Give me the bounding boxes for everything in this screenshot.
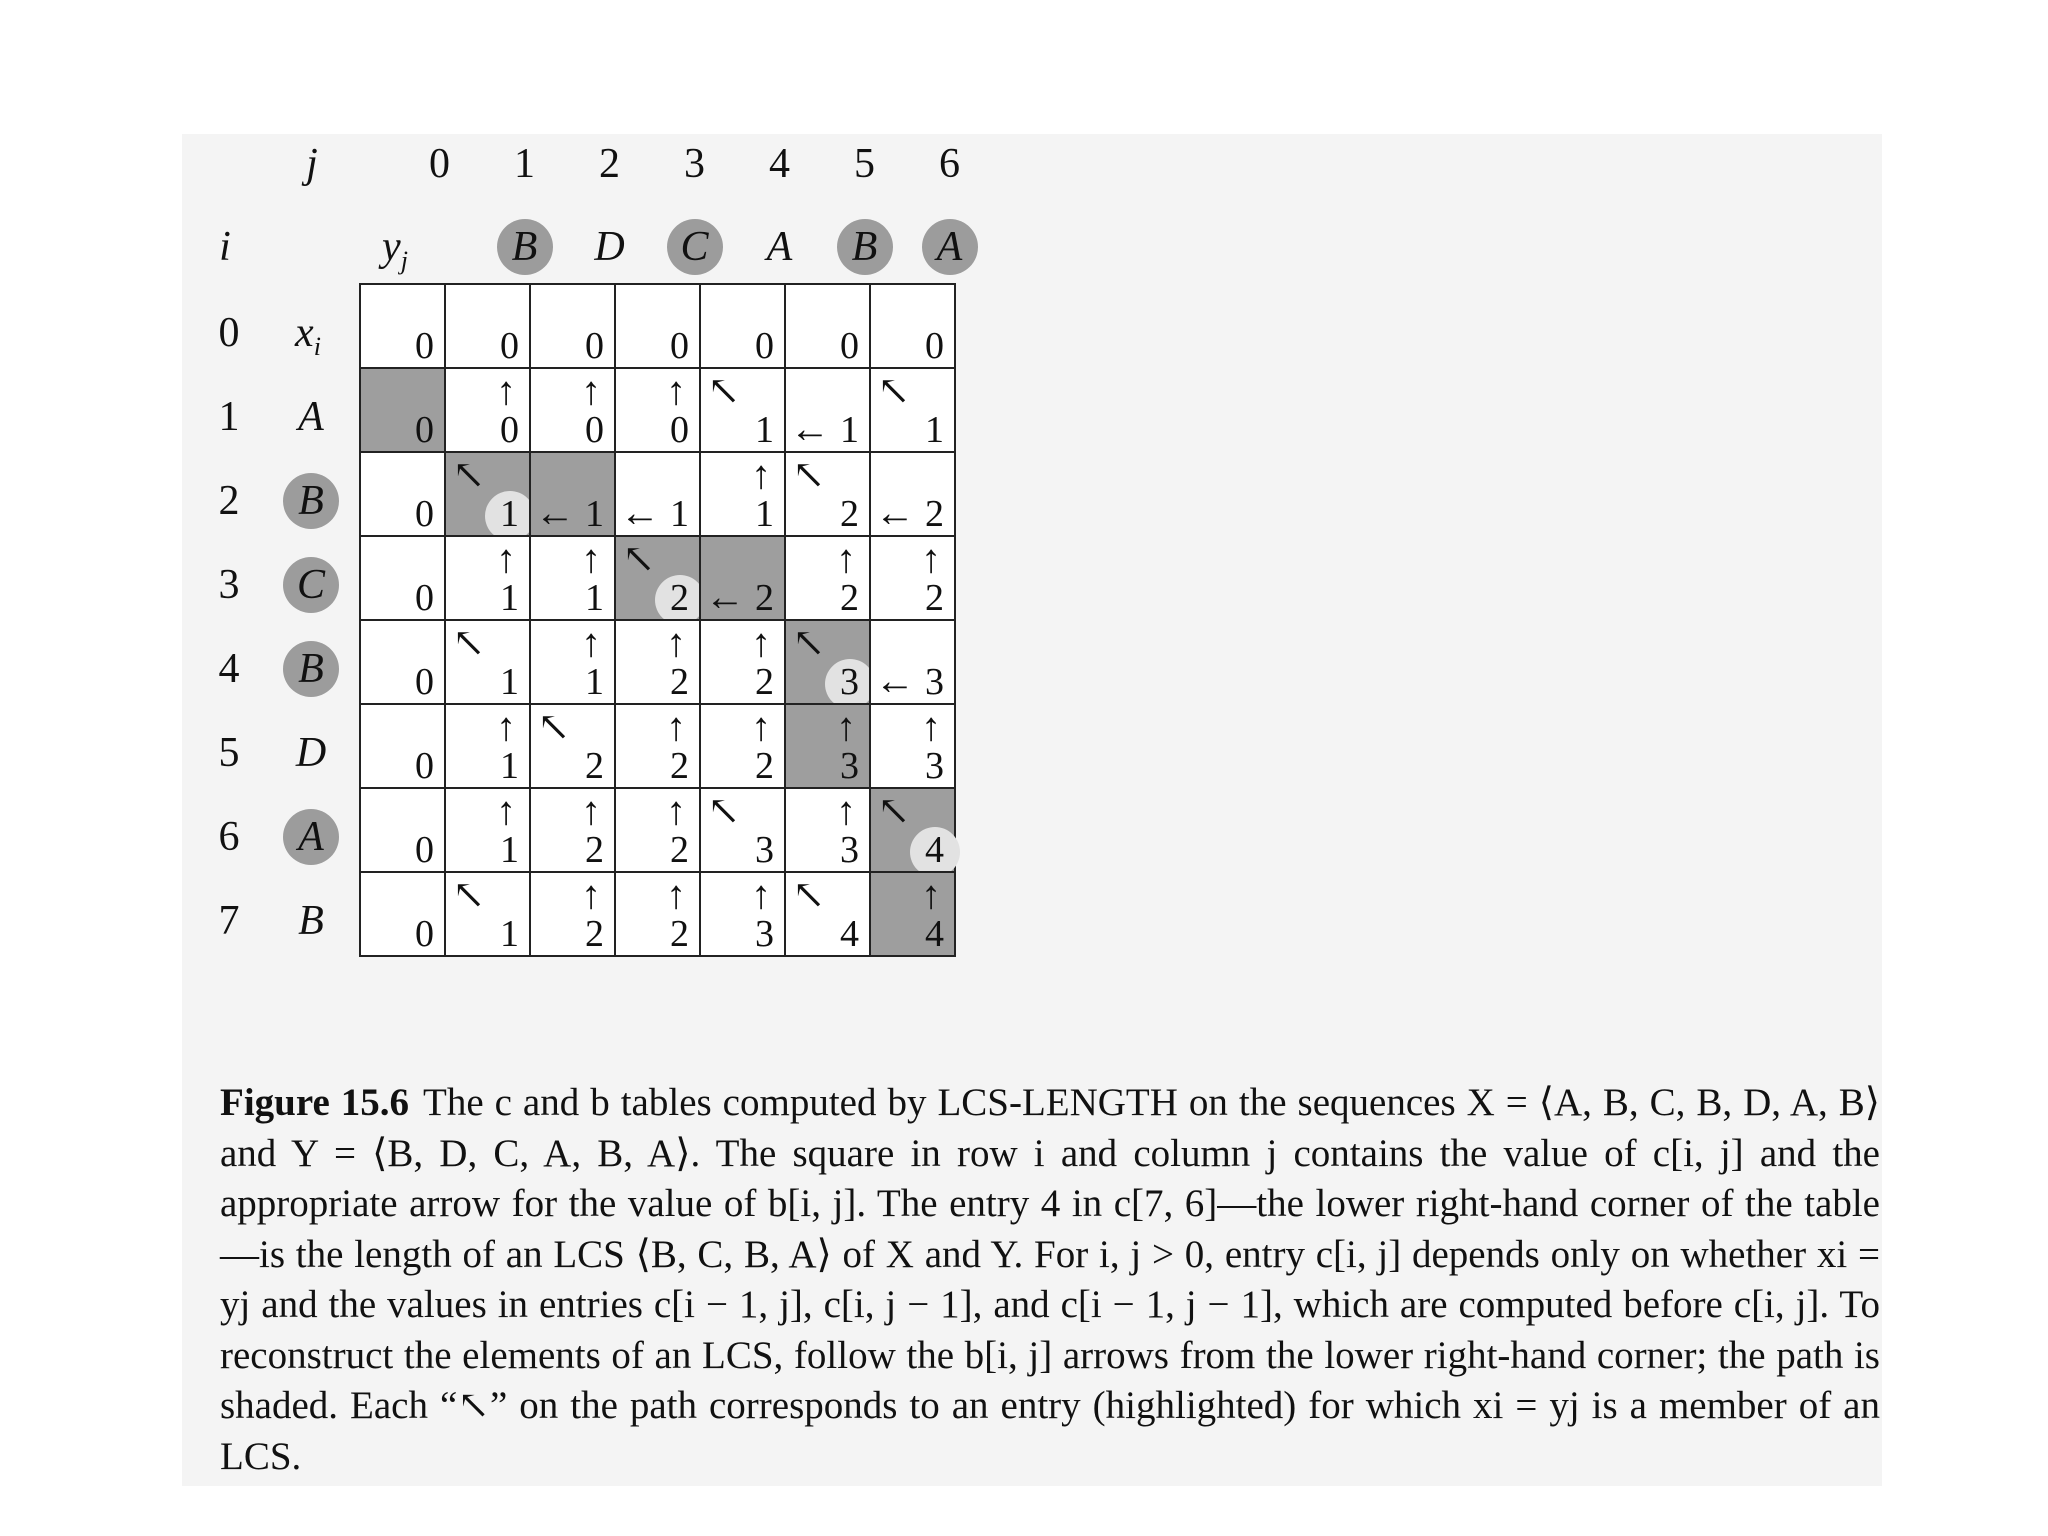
arrow-up-icon: ↑ [751,872,771,917]
table-cell [784,703,871,789]
cell-value: 2 [925,493,944,535]
row-index-6: 6 [218,814,240,860]
table-cell [869,703,956,789]
table-cell [529,283,616,369]
table-cell [869,451,956,537]
cell-value: 2 [755,577,774,619]
arrow-diag-icon: ↖ [792,452,826,497]
cell-value: 1 [585,577,604,619]
cell-value: 1 [500,661,519,703]
table-cell [869,535,956,621]
table-cell [359,535,446,621]
table-cell [784,619,871,705]
table-cell [529,535,616,621]
cell-value: 2 [670,577,689,619]
arrow-diag-icon: ↖ [707,368,741,413]
row-index-5: 5 [218,730,240,776]
arrow-diag-icon: ↖ [537,704,571,749]
cell-value: 4 [840,913,859,955]
arrow-left-icon: ← [875,658,915,703]
arrow-up-icon: ↑ [581,536,601,581]
arrow-up-icon: ↑ [751,452,771,497]
cell-value: 3 [840,829,859,871]
cell-value: 1 [585,661,604,703]
arrow-up-icon: ↑ [581,788,601,833]
col-index-1: 1 [514,141,535,187]
arrow-left-icon: ← [790,406,830,451]
col-index-0: 0 [429,141,450,187]
arrow-up-icon: ↑ [581,368,601,413]
arrow-left-icon: ← [620,490,660,535]
y-letter-1: B [511,224,538,270]
row-index-7: 7 [218,898,240,944]
cell-value: 1 [840,409,859,451]
table-cell [784,787,871,873]
table-cell [614,535,701,621]
cell-value: 3 [755,913,774,955]
cell-value: 0 [840,325,859,367]
arrow-diag-icon: ↖ [877,368,911,413]
cell-value: 2 [585,913,604,955]
cell-value: 1 [500,745,519,787]
arrow-left-icon: ← [705,574,745,619]
table-cell [529,787,616,873]
arrow-up-icon: ↑ [496,704,516,749]
table-cell [869,367,956,453]
cell-value: 1 [500,829,519,871]
cell-value: 0 [415,577,434,619]
table-cell [444,451,531,537]
cell-value: 2 [925,577,944,619]
cell-value: 1 [925,409,944,451]
cell-value: 1 [670,493,689,535]
table-cell [869,619,956,705]
cell-value: 0 [415,913,434,955]
table-cell [359,787,446,873]
table-cell [699,283,786,369]
arrow-diag-icon: ↖ [622,536,656,581]
caption-label: Figure 15.6 [220,1081,410,1124]
table-cell [444,871,531,957]
cell-value: 0 [500,409,519,451]
arrow-up-icon: ↑ [666,704,686,749]
arrow-left-icon: ← [875,490,915,535]
table-cell [529,703,616,789]
cell-value: 2 [840,493,859,535]
y-label-base: y [382,223,401,270]
table-cell [699,451,786,537]
y-letter-5: B [851,224,878,270]
cell-value: 1 [585,493,604,535]
table-cell [444,703,531,789]
col-index-2: 2 [599,141,620,187]
cell-value: 0 [415,325,434,367]
table-cell [869,871,956,957]
table-cell [614,619,701,705]
arrow-up-icon: ↑ [666,788,686,833]
cell-value: 0 [585,409,604,451]
y-letter-3: C [680,224,709,270]
table-cell [699,703,786,789]
arrow-diag-icon: ↖ [707,788,741,833]
cell-value: 2 [670,913,689,955]
cell-value: 0 [415,409,434,451]
cell-value: 0 [415,493,434,535]
table-cell [529,367,616,453]
col-index-6: 6 [939,141,960,187]
cell-value: 3 [925,745,944,787]
arrow-up-icon: ↑ [581,872,601,917]
table-cell [359,283,446,369]
cell-value: 1 [500,913,519,955]
arrow-up-icon: ↑ [666,872,686,917]
table-cell [614,787,701,873]
cell-value: 2 [670,745,689,787]
table-cell [359,703,446,789]
row-index-1: 1 [218,394,240,440]
table-cell [784,535,871,621]
y-letter-6: A [936,224,963,270]
table-cell [869,787,956,873]
y-letter-2: D [594,224,625,270]
x-letter-6: A [298,814,324,860]
arrow-diag-icon: ↖ [792,620,826,665]
arrow-up-icon: ↑ [836,536,856,581]
table-cell [444,535,531,621]
caption-text: The c and b tables computed by LCS-LENGTH on the sequences X = ⟨A, B, C, B, D, A, B⟩ and Y = ⟨B, D, C, A, B, A⟩. The square in row i and column j contains the value of c[i, j] and the appropriate arrow for the value of b[i, j]. The entry 4 in c[7, 6]—the lower right-hand corner of the table—is the length of an LCS ⟨B, C, B, A⟩ of X and Y. For i, j > 0, entry c[i, j] depends only on whether xi = yj and the values in entries c[i − 1, j], c[i, j − 1], and c[i − 1, j − 1], which are computed before c[i, j]. To reconstruct the elements of an LCS, follow the b[i, j] arrows from the lower right-hand corner; the path is shaded. Each “↖” on the path corresponds to an entry (highlighted) for which xi = yj is a member of an LCS. [220,1081,1881,1478]
table-cell [359,619,446,705]
table-cell [699,367,786,453]
arrow-up-icon: ↑ [496,368,516,413]
x-label [295,309,321,362]
table-cell [699,787,786,873]
arrow-left-icon: ← [535,490,575,535]
table-cell [444,787,531,873]
cell-value: 1 [755,493,774,535]
x-letter-3: C [296,562,326,608]
arrow-up-icon: ↑ [496,536,516,581]
arrow-up-icon: ↑ [581,620,601,665]
cell-value: 1 [755,409,774,451]
y-label-sub: j [400,246,408,276]
row-index-4: 4 [218,646,240,692]
table-cell [529,451,616,537]
table-cell [784,367,871,453]
x-letter-2: B [298,478,324,524]
cell-value: 0 [755,325,774,367]
cell-value: 0 [415,745,434,787]
table-cell [869,283,956,369]
col-index-5: 5 [854,141,875,187]
table-cell [444,619,531,705]
table-cell [699,619,786,705]
arrow-up-icon: ↑ [836,704,856,749]
arrow-up-icon: ↑ [921,536,941,581]
cell-value: 4 [925,913,944,955]
arrow-up-icon: ↑ [921,872,941,917]
cell-value: 2 [840,577,859,619]
cell-value: 0 [670,325,689,367]
cell-value: 0 [670,409,689,451]
arrow-diag-icon: ↖ [452,872,486,917]
x-letter-5: D [295,730,327,776]
cell-value: 2 [755,745,774,787]
cell-value: 0 [415,829,434,871]
cell-value: 1 [500,577,519,619]
table-cell [444,283,531,369]
row-index-0: 0 [218,310,240,356]
cell-value: 3 [925,661,944,703]
table-cell [614,283,701,369]
x-letter-4: B [298,646,324,692]
x-label-sub: i [313,332,321,362]
cell-value: 3 [840,745,859,787]
table-cell [699,535,786,621]
cell-value: 3 [755,829,774,871]
cell-value: 2 [585,829,604,871]
cell-value: 0 [415,661,434,703]
arrow-diag-icon: ↖ [452,452,486,497]
cell-value: 0 [585,325,604,367]
arrow-up-icon: ↑ [921,704,941,749]
figure-caption [220,1078,1880,1482]
cell-value: 2 [670,829,689,871]
table-cell [614,703,701,789]
arrow-up-icon: ↑ [666,620,686,665]
x-letter-1: A [298,394,324,440]
cell-value: 3 [840,661,859,703]
table-cell [359,367,446,453]
arrow-up-icon: ↑ [496,788,516,833]
table-cell [784,451,871,537]
table-cell [529,871,616,957]
x-letter-7: B [298,898,324,944]
table-cell [699,871,786,957]
table-cell [444,367,531,453]
arrow-up-icon: ↑ [836,788,856,833]
arrow-diag-icon: ↖ [877,788,911,833]
cell-value: 2 [670,661,689,703]
table-cell [359,451,446,537]
cell-value: 4 [925,829,944,871]
table-cell [614,367,701,453]
row-index-3: 3 [218,562,240,608]
table-cell [614,451,701,537]
col-index-4: 4 [769,141,790,187]
i-header: i [219,224,231,270]
y-label [382,223,408,276]
arrow-up-icon: ↑ [751,704,771,749]
col-index-3: 3 [684,141,705,187]
cell-value: 2 [755,661,774,703]
arrow-diag-icon: ↖ [792,872,826,917]
table-cell [784,871,871,957]
row-index-2: 2 [218,478,240,524]
table-cell [784,283,871,369]
cell-value: 1 [500,493,519,535]
cell-value: 2 [585,745,604,787]
arrow-up-icon: ↑ [751,620,771,665]
cell-value: 0 [925,325,944,367]
table-cell [614,871,701,957]
x-label-base: x [295,309,314,356]
cell-value: 0 [500,325,519,367]
j-header: j [306,141,318,187]
arrow-diag-icon: ↖ [452,620,486,665]
arrow-up-icon: ↑ [666,368,686,413]
y-letter-4: A [766,224,793,270]
table-cell [359,871,446,957]
table-cell [529,619,616,705]
